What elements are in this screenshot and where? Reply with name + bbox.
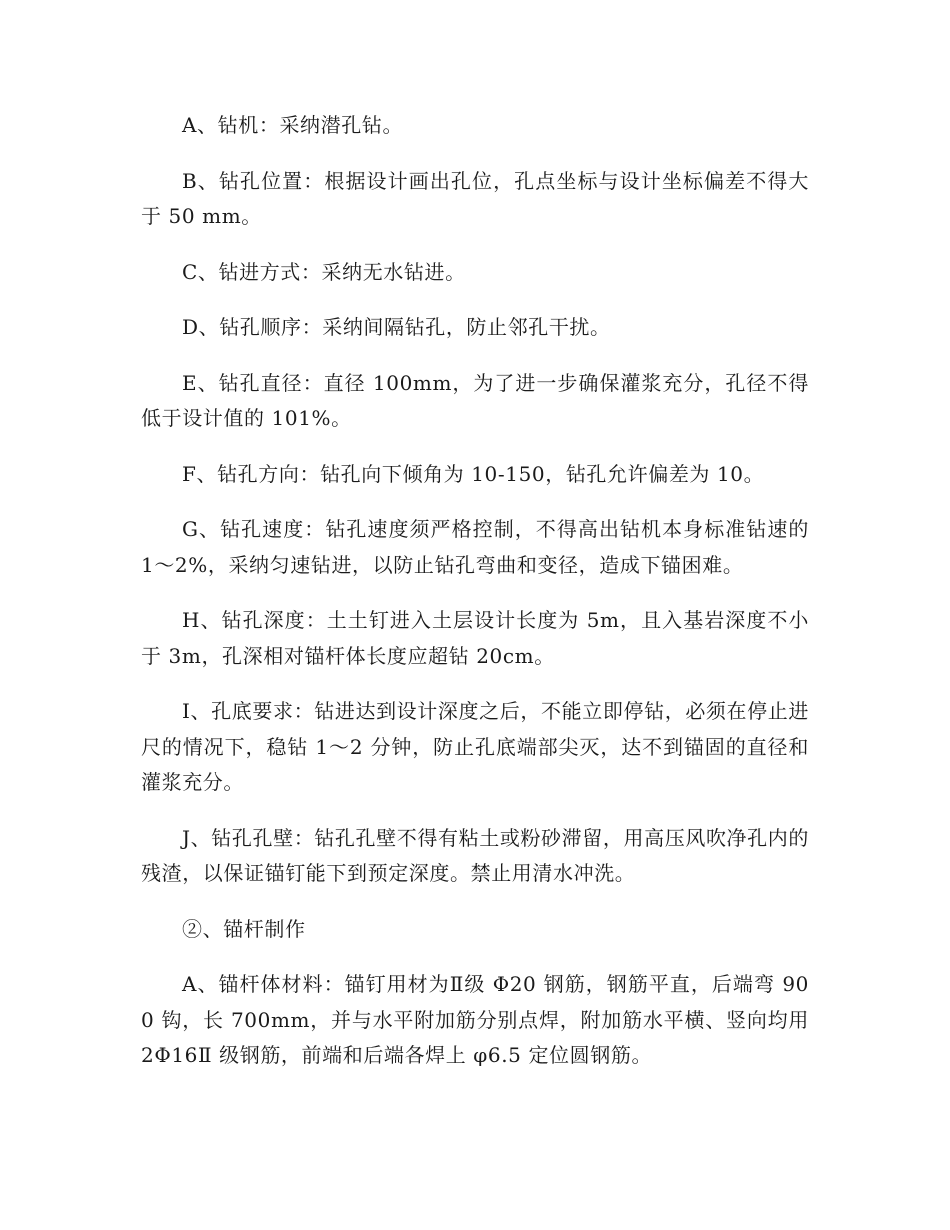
paragraph-hole-direction: F、钻孔方向：钻孔向下倾角为 10-150，钻孔允许偏差为 10。 bbox=[182, 461, 765, 486]
paragraph-drill-rig: A、钻机：采纳潜孔钻。 bbox=[182, 113, 404, 137]
paragraph-drilling-speed: G、钻孔速度：钻孔速度须严格控制，不得高出钻机本身标准钻速的 1～2%，采纳匀速钻进，以防止钻孔弯曲和变径，造成下锚困难。 bbox=[141, 517, 809, 577]
document-body bbox=[141, 108, 809, 1094]
paragraph-hole-wall: J、钻孔孔壁：钻孔孔壁不得有粘土或粉砂滞留，用高压风吹净孔内的残渣，以保证锚钉能下到预定深度。禁止用清水冲洗。 bbox=[141, 825, 809, 885]
section-heading-anchor-fabrication: ②、锚杆制作 bbox=[182, 916, 306, 941]
paragraph-hole-position: B、钻孔位置：根据设计画出孔位，孔点坐标与设计坐标偏差不得大于 50 mm。 bbox=[141, 168, 809, 228]
paragraph-anchor-material: A、锚杆体材料：锚钉用材为Ⅱ级 Φ20 钢筋，钢筋平直，后端弯 900 钩，长 700mm，并与水平附加筋分别点焊，附加筋水平横、竖向均用 2Φ16Ⅱ 级钢筋，前端和后端各焊上 φ6.5 定位圆钢筋。 bbox=[141, 972, 809, 1067]
paragraph-hole-diameter: E、钻孔直径：直径 100mm，为了进一步确保灌浆充分，孔径不得低于设计值的 101%。 bbox=[141, 370, 809, 430]
paragraph-hole-bottom: I、孔底要求：钻进达到设计深度之后，不能立即停钻，必须在停止进尺的情况下，稳钻 1～2 分钟，防止孔底端部尖灭，达不到锚固的直径和灌浆充分。 bbox=[141, 699, 809, 794]
paragraph-drilling-method: C、钻进方式：采纳无水钻进。 bbox=[182, 259, 466, 284]
paragraph-drilling-sequence: D、钻孔顺序：采纳间隔钻孔，防止邻孔干扰。 bbox=[182, 315, 611, 339]
paragraph-hole-depth: H、钻孔深度：土土钉进入土层设计长度为 5m，且入基岩深度不小于 3m，孔深相对锚杆体长度应超钻 20cm。 bbox=[141, 608, 809, 668]
